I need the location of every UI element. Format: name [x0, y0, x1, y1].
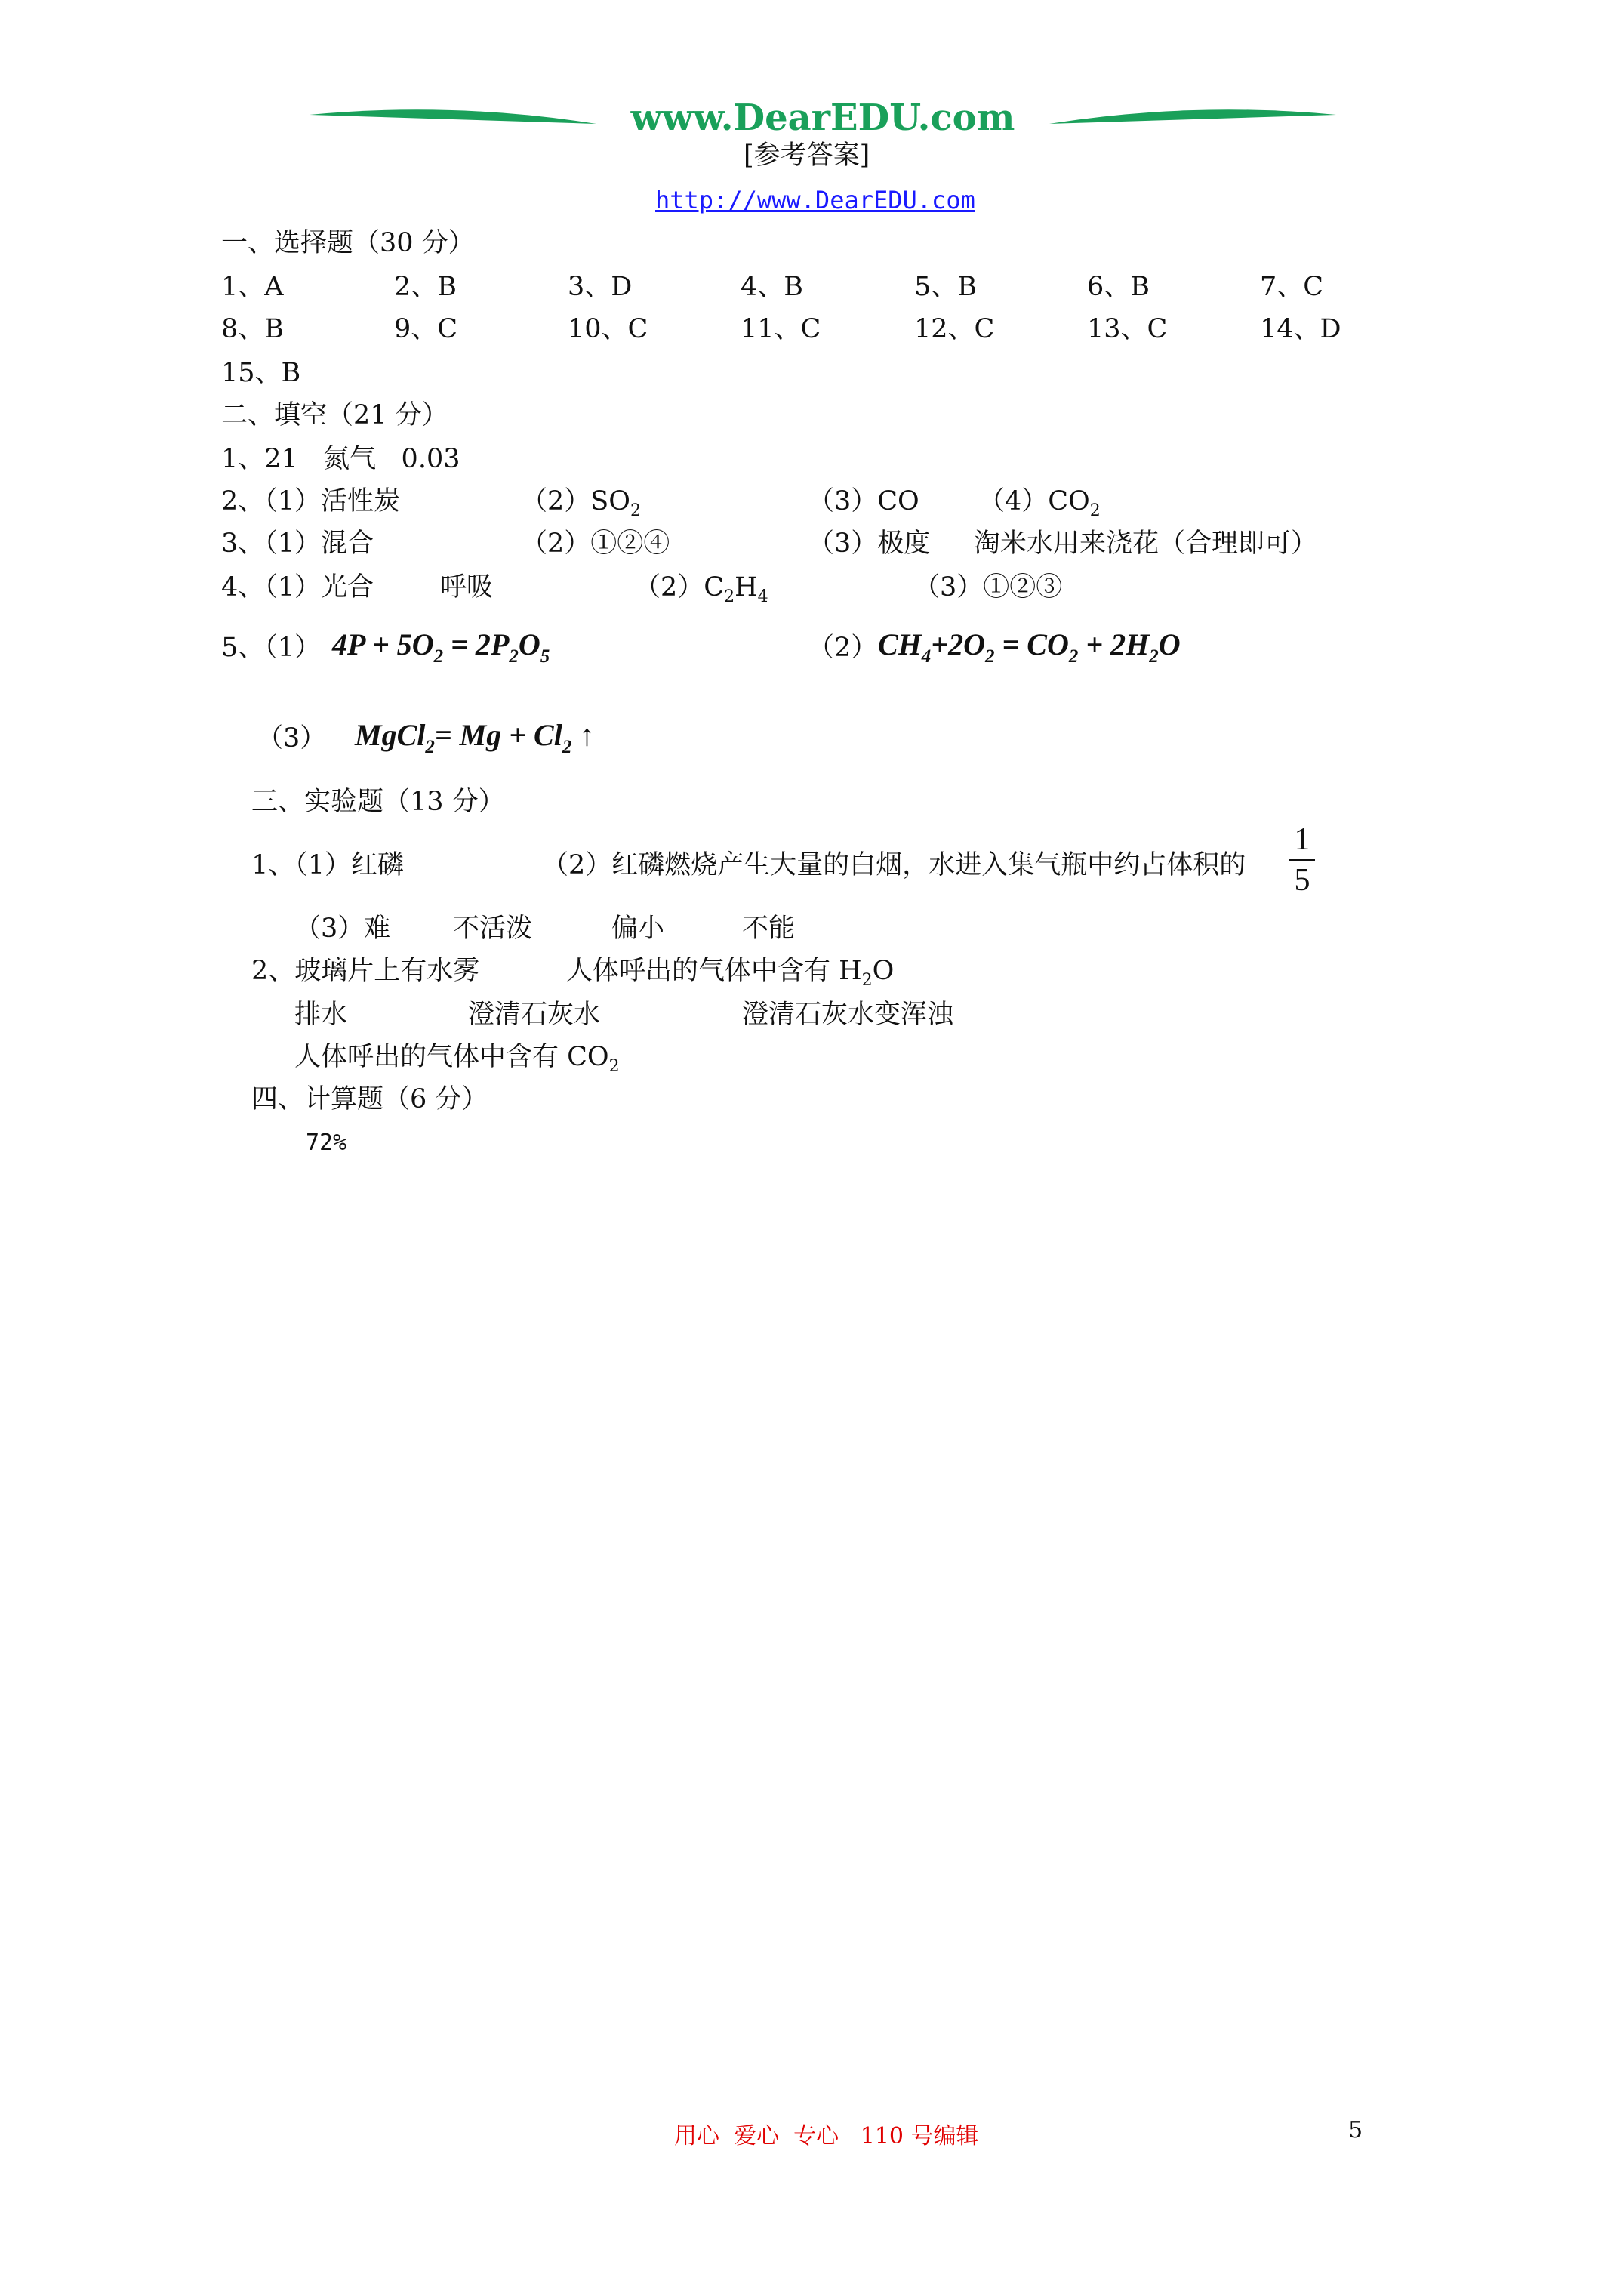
- section1-heading: 一、选择题（30 分）: [221, 228, 475, 258]
- fill-q5-label3: （3）: [257, 723, 327, 754]
- answer-item: 3、D: [568, 272, 633, 302]
- answer-item: 6、B: [1087, 272, 1150, 302]
- section4-heading: 四、计算题（6 分）: [251, 1084, 488, 1114]
- fill-q4-d: （3）①②③: [913, 572, 1063, 603]
- logo-right-swoosh: [1049, 109, 1336, 124]
- fill-q5-label1: 5、（1）: [221, 633, 322, 663]
- answer-item: 11、C: [741, 314, 821, 344]
- page-title: [参考答案]: [744, 140, 870, 171]
- answer-item: 12、C: [914, 314, 995, 344]
- fill-q3-c: （3）极度: [808, 529, 931, 559]
- equation-magnesium-chloride: MgCl$_2$= $Mg + Cl_2$ ↑: [355, 718, 595, 757]
- page-number: 5: [1348, 2117, 1363, 2143]
- exp-q1-c4: 不能: [742, 914, 796, 944]
- section2-heading: 二、填空（21 分）: [221, 400, 448, 430]
- exp-q2-c3: 澄清石灰水变浑浊: [742, 1000, 954, 1030]
- fill-q1: 1、21 氮气 0.03: [221, 444, 460, 474]
- fill-q4-a: 4、（1）光合: [221, 572, 374, 603]
- fill-q2-b: $(2)SO_2$: [521, 486, 641, 520]
- equation-phosphorus: $4P + 5O_2 = 2P_2O_5$: [332, 627, 550, 667]
- fill-q2-c: （3）CO: [808, 486, 919, 516]
- header-logo: [302, 97, 1344, 142]
- answer-item: 14、D: [1260, 314, 1341, 344]
- fraction-denominator: 5: [1294, 863, 1310, 898]
- answer-item: 13、C: [1087, 314, 1168, 344]
- answer-item: 4、B: [741, 272, 803, 302]
- fill-q4-b: 呼吸: [440, 572, 494, 603]
- exp-q1-c1: （3）难: [294, 914, 391, 944]
- exp-q1-c2: 不活泼: [453, 914, 533, 944]
- exp-q2-c1: 排水: [294, 1000, 348, 1030]
- calc-answer: 72%: [306, 1130, 347, 1156]
- exp-q1-c3: 偏小: [611, 914, 665, 944]
- fraction-one-fifth: [1289, 821, 1315, 898]
- answer-item: 2、B: [394, 272, 457, 302]
- fill-q3-a: 3、（1）混合: [221, 529, 374, 559]
- logo-text: www.DearEDU.com: [630, 97, 1015, 139]
- answer-item: 15、B: [221, 358, 301, 388]
- fill-q2-d: $(4)CO_2$: [978, 486, 1101, 520]
- fraction-numerator: 1: [1294, 822, 1310, 857]
- answer-item: 9、C: [394, 314, 458, 344]
- fraction-bar: [1289, 859, 1315, 861]
- answer-item: 10、C: [568, 314, 648, 344]
- section3-heading: 三、实验题（13 分）: [251, 787, 505, 817]
- exp-q2-c2: 澄清石灰水: [468, 1000, 601, 1030]
- fill-q3-d: 淘米水用来浇花（合理即可）: [974, 529, 1318, 559]
- equation-methane: $CH_4+2O_2 = CO_2 + 2H_2O$: [878, 627, 1181, 667]
- fill-q2-a: 2、（1）活性炭: [221, 486, 401, 516]
- answer-item: 8、B: [221, 314, 284, 344]
- answer-item: 5、B: [914, 272, 977, 302]
- answer-item: 7、C: [1260, 272, 1324, 302]
- fill-q5-label2: （2）: [808, 633, 878, 663]
- exp-q2-b: 人体呼出的气体中含有 $H_2O$: [566, 956, 895, 990]
- fill-q3-b: （2）①②④: [521, 529, 670, 559]
- exp-q2-d: 人体呼出的气体中含有 $CO_2$: [294, 1042, 620, 1076]
- logo-left-swoosh: [310, 109, 596, 124]
- exp-q1-a: 1、（1）红磷: [251, 850, 405, 880]
- footer-text: 用心 爱心 专心 110 号编辑: [674, 2123, 979, 2150]
- exp-q2-a: 2、玻璃片上有水雾: [251, 956, 480, 986]
- fill-q4-c: $(2)C_2H_4$: [634, 572, 768, 606]
- answer-item: 1、A: [221, 272, 284, 302]
- exp-q1-b: （2）红磷燃烧产生大量的白烟，水进入集气瓶中约占体积的: [542, 850, 1246, 880]
- site-link[interactable]: http://www.DearEDU.com: [655, 186, 975, 214]
